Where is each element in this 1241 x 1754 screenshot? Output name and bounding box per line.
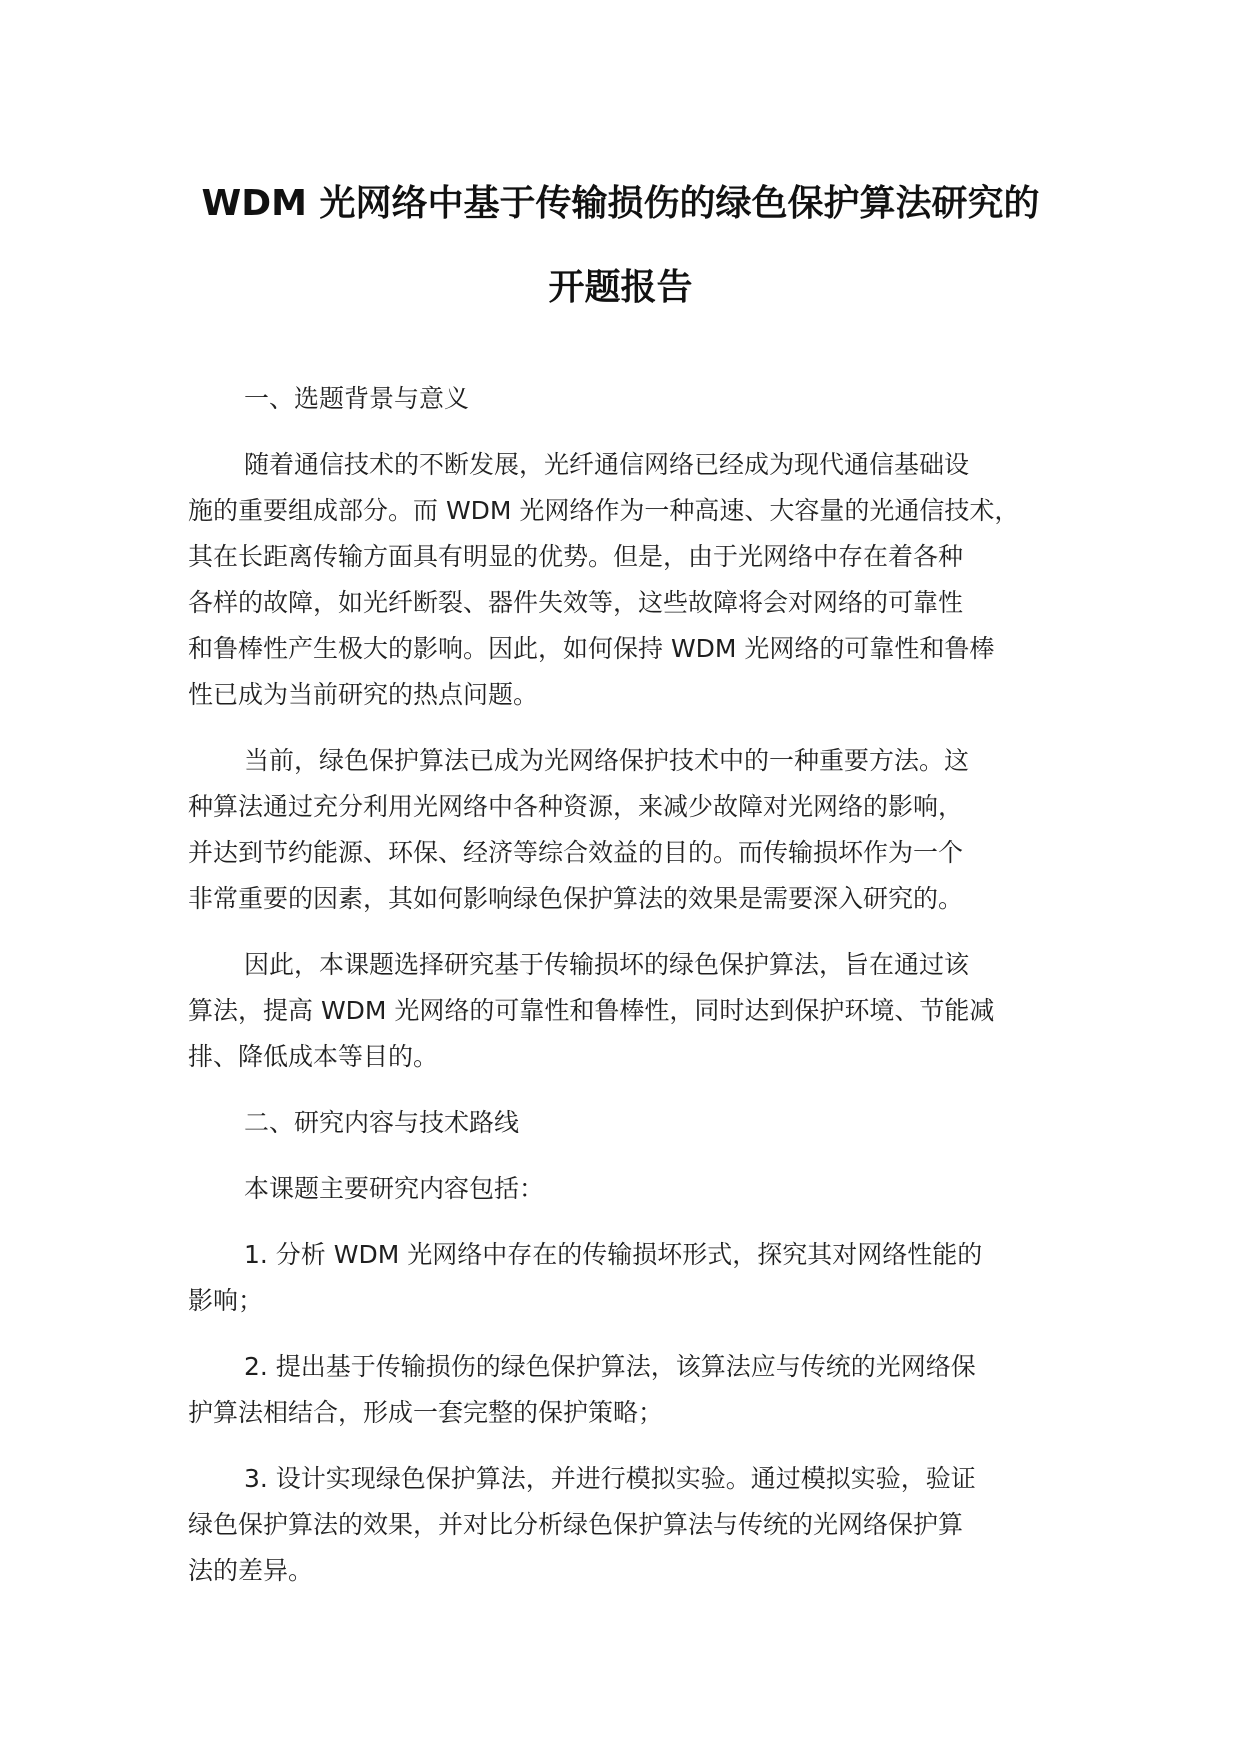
text-line: 随着通信技术的不断发展，光纤通信网络已经成为现代通信基础设 [244,450,970,479]
text-line: 非常重要的因素，其如何影响绿色保护算法的效果是需要深入研究的。 [188,884,964,913]
text-line: 绿色保护算法的效果，并对比分析绿色保护算法与传统的光网络保护算 [188,1510,964,1539]
text-line: 2. 提出基于传输损伤的绿色保护算法，该算法应与传统的光网络保 [244,1352,976,1381]
text-line: 本课题主要研究内容包括： [244,1174,545,1203]
text-line: 3. 设计实现绿色保护算法，并进行模拟实验。通过模拟实验，验证 [244,1464,976,1493]
text-line: 因此，本课题选择研究基于传输损坏的绿色保护算法，旨在通过该 [244,950,970,979]
document-body [188,376,1068,1594]
text-line: 1. 分析 WDM 光网络中存在的传输损坏形式，探究其对网络性能的 [244,1240,983,1269]
section-heading-research: 二、研究内容与技术路线 [244,1108,520,1137]
list-item-2 [188,1344,1068,1436]
document-title-line-2: 开题报告 [548,267,693,308]
paragraph-research-intro [188,1166,1068,1212]
paragraph-background-3 [188,942,1068,1080]
text-line: 法的差异。 [188,1556,314,1585]
document-title-line-1: WDM 光网络中基于传输损伤的绿色保护算法研究的 [201,183,1040,224]
list-item-1 [188,1232,1068,1324]
paragraph-background-2 [188,738,1068,922]
text-line: 施的重要组成部分。而 WDM 光网络作为一种高速、大容量的光通信技术， [188,496,1020,525]
text-line: 各样的故障，如光纤断裂、器件失效等，这些故障将会对网络的可靠性 [188,588,964,617]
text-line: 护算法相结合，形成一套完整的保护策略； [188,1398,664,1427]
list-item-3 [188,1456,1068,1594]
text-line: 性已成为当前研究的热点问题。 [188,680,539,709]
text-line: 并达到节约能源、环保、经济等综合效益的目的。而传输损坏作为一个 [188,838,964,867]
text-line: 当前，绿色保护算法已成为光网络保护技术中的一种重要方法。这 [244,746,970,775]
text-line: 排、降低成本等目的。 [188,1042,439,1071]
text-line: 影响； [188,1286,264,1315]
paragraph-background-1 [188,442,1068,718]
text-line: 其在长距离传输方面具有明显的优势。但是，由于光网络中存在着各种 [188,542,964,571]
section-heading-background: 一、选题背景与意义 [244,384,470,413]
text-line: 算法，提高 WDM 光网络的可靠性和鲁棒性，同时达到保护环境、节能减 [188,996,995,1025]
text-line: 种算法通过充分利用光网络中各种资源，来减少故障对光网络的影响， [188,792,964,821]
text-line: 和鲁棒性产生极大的影响。因此，如何保持 WDM 光网络的可靠性和鲁棒 [188,634,995,663]
